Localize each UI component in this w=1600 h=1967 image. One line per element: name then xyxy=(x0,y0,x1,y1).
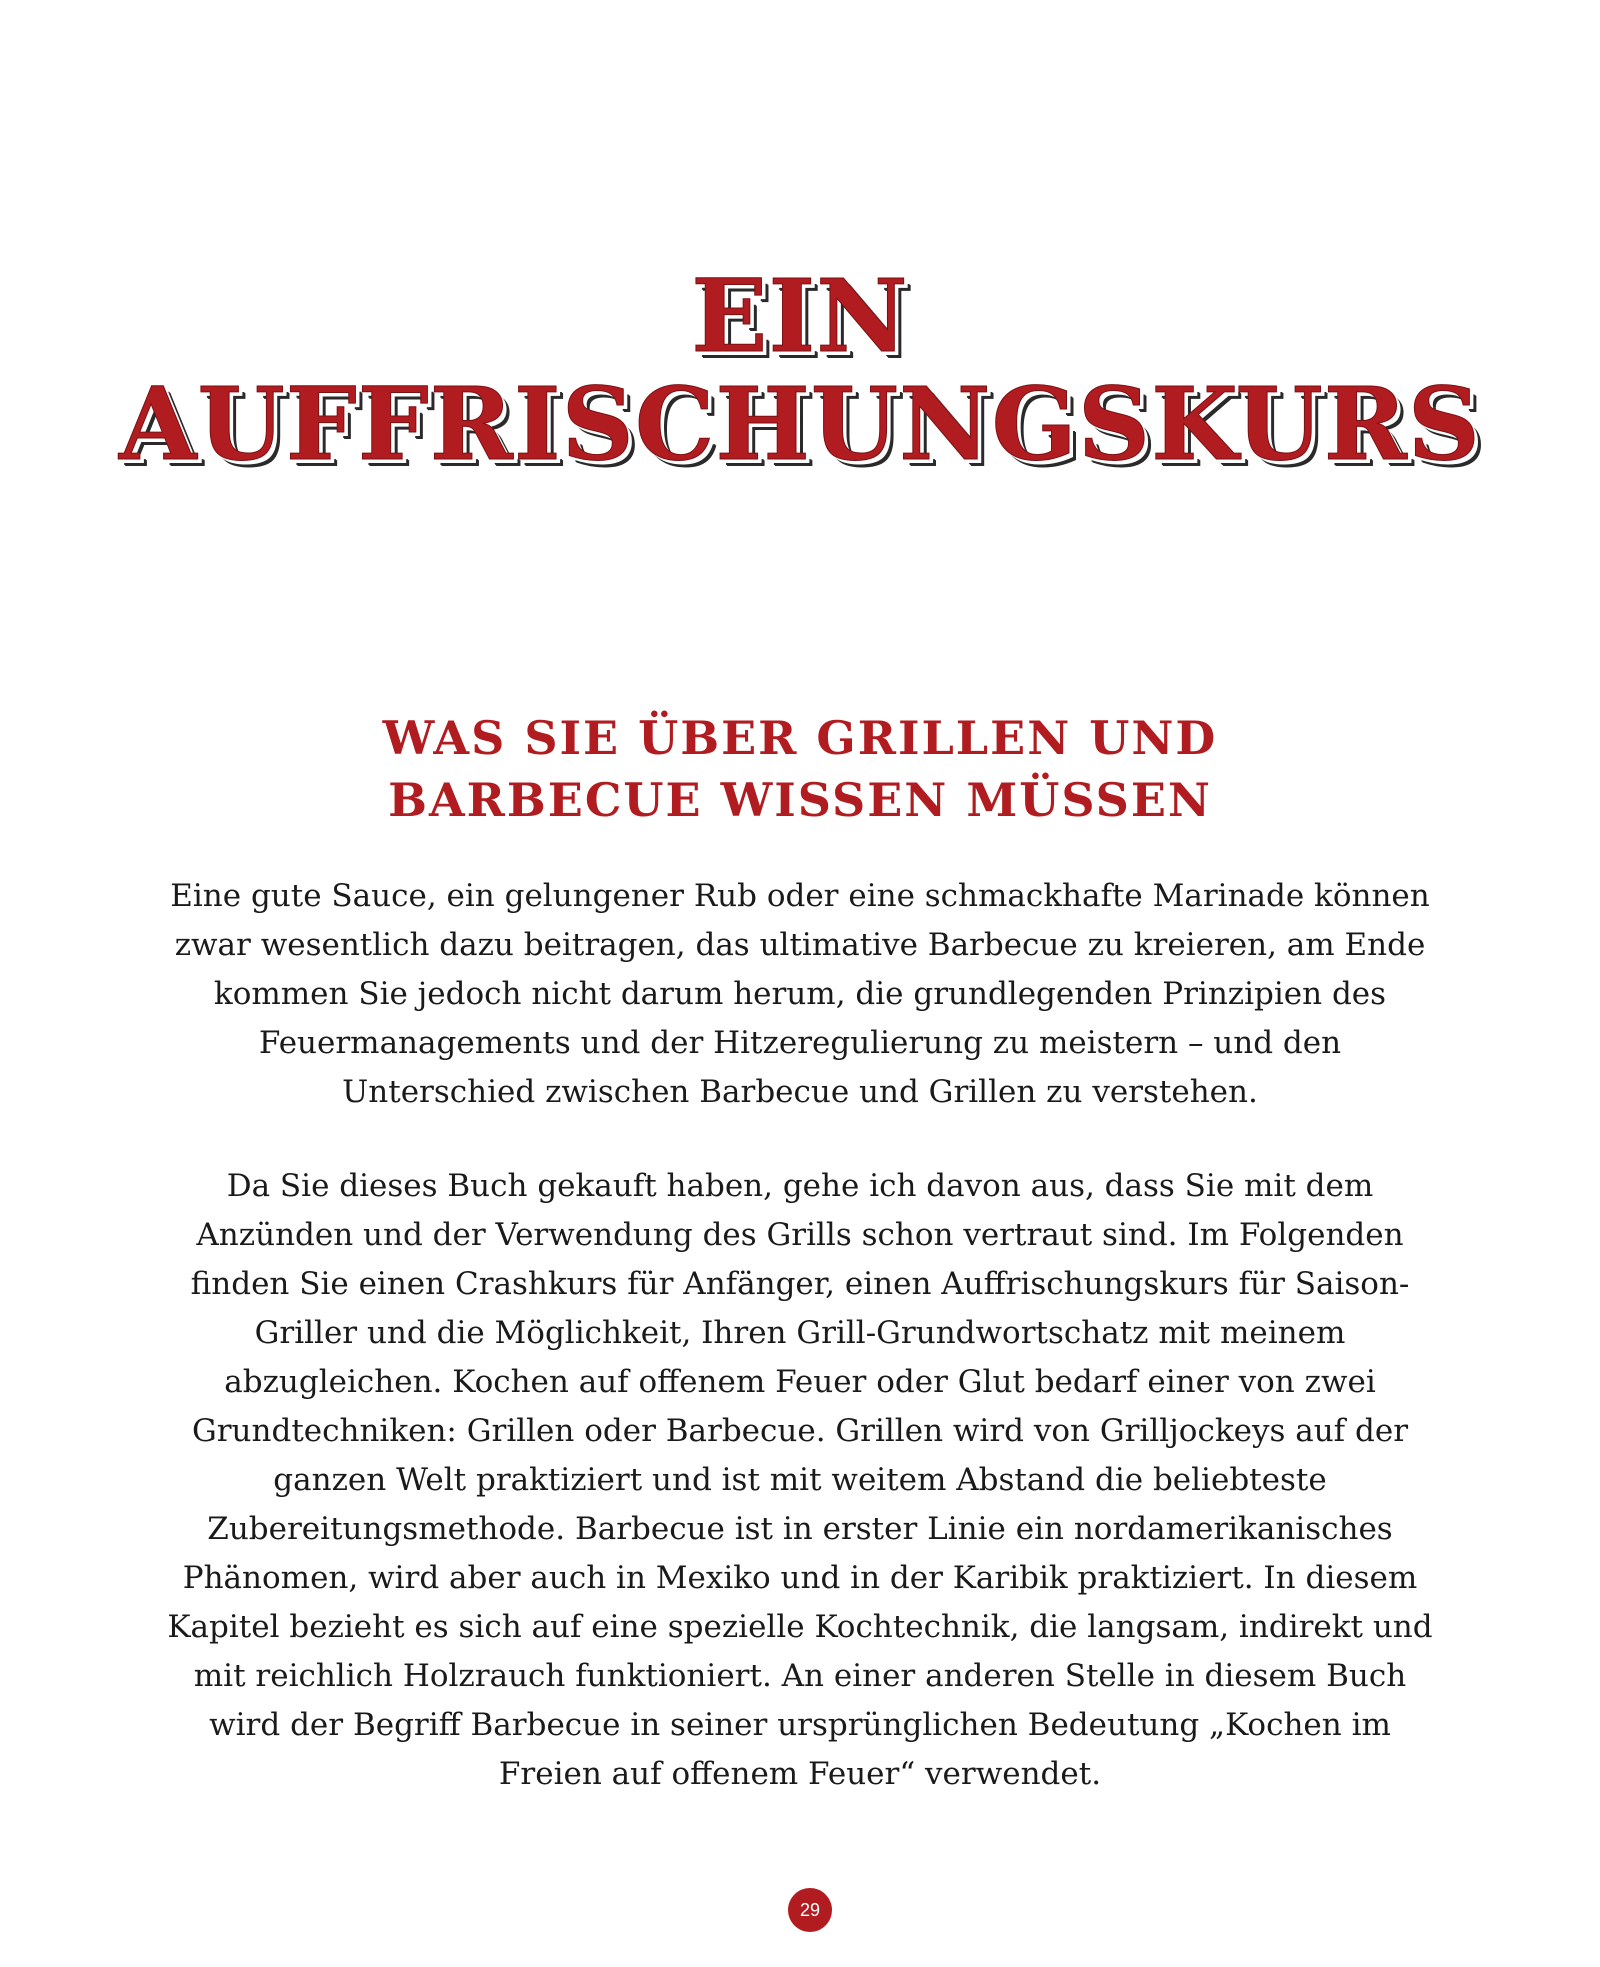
page-number-badge: 29 xyxy=(788,1888,832,1932)
paragraph-line: finden Sie einen Crashkurs für Anfänger, einen Auffrischungskurs für Saison- xyxy=(190,1266,1410,1302)
paragraph-line: kommen Sie jedoch nicht darum herum, die grundlegenden Prinzipien des xyxy=(213,976,1387,1012)
paragraph-line: Phänomen, wird aber auch in Mexiko und in der Karibik praktiziert. In diesem xyxy=(182,1560,1418,1596)
paragraph-line: Eine gute Sauce, ein gelungener Rub oder eine schmackhafte Marinade können xyxy=(170,878,1430,914)
chapter-title xyxy=(0,257,1600,483)
paragraph-line: Anzünden und der Verwendung des Grills schon vertraut sind. Im Folgenden xyxy=(196,1217,1404,1253)
intro-paragraph xyxy=(90,872,1510,1117)
paragraph-line: abzugleichen. Kochen auf offenem Feuer oder Glut bedarf einer von zwei xyxy=(224,1364,1376,1400)
paragraph-line: Feuermanagements und der Hitzeregulierung zu meistern – und den xyxy=(258,1025,1342,1061)
paragraph-line: wird der Begriff Barbecue in seiner ursprünglichen Bedeutung „Kochen im xyxy=(209,1707,1391,1743)
paragraph-line: Freien auf offenem Feuer“ verwendet. xyxy=(498,1756,1102,1792)
paragraph-line: Da Sie dieses Buch gekauft haben, gehe ich davon aus, dass Sie mit dem xyxy=(226,1168,1374,1204)
paragraph-line: Zubereitungsmethode. Barbecue ist in erster Linie ein nordamerikanisches xyxy=(207,1511,1393,1547)
paragraph-line: Griller und die Möglichkeit, Ihren Grill-Grundwortschatz mit meinem xyxy=(254,1315,1346,1351)
paragraph-line: mit reichlich Holzrauch funktioniert. An einer anderen Stelle in diesem Buch xyxy=(193,1658,1407,1694)
paragraph-line: Kapitel bezieht es sich auf eine spezielle Kochtechnik, die langsam, indirekt und xyxy=(167,1609,1433,1645)
paragraph-line: ganzen Welt praktiziert und ist mit weitem Abstand die beliebteste xyxy=(273,1462,1327,1498)
main-paragraph xyxy=(90,1162,1510,1799)
chapter-title-line-1: EIN xyxy=(691,257,909,375)
section-heading xyxy=(0,707,1600,831)
paragraph-line: zwar wesentlich dazu beitragen, das ultimative Barbecue zu kreieren, am Ende xyxy=(174,927,1426,963)
paragraph-line: Grundtechniken: Grillen oder Barbecue. Grillen wird von Grilljockeys auf der xyxy=(191,1413,1409,1449)
section-heading-line-1: WAS SIE ÜBER GRILLEN UND xyxy=(382,711,1218,765)
section-heading-line-2: BARBECUE WISSEN MÜSSEN xyxy=(388,773,1212,827)
chapter-title-line-2: AUFFRISCHUNGSKURS xyxy=(118,365,1482,483)
paragraph-line: Unterschied zwischen Barbecue und Grillen zu verstehen. xyxy=(342,1074,1258,1110)
